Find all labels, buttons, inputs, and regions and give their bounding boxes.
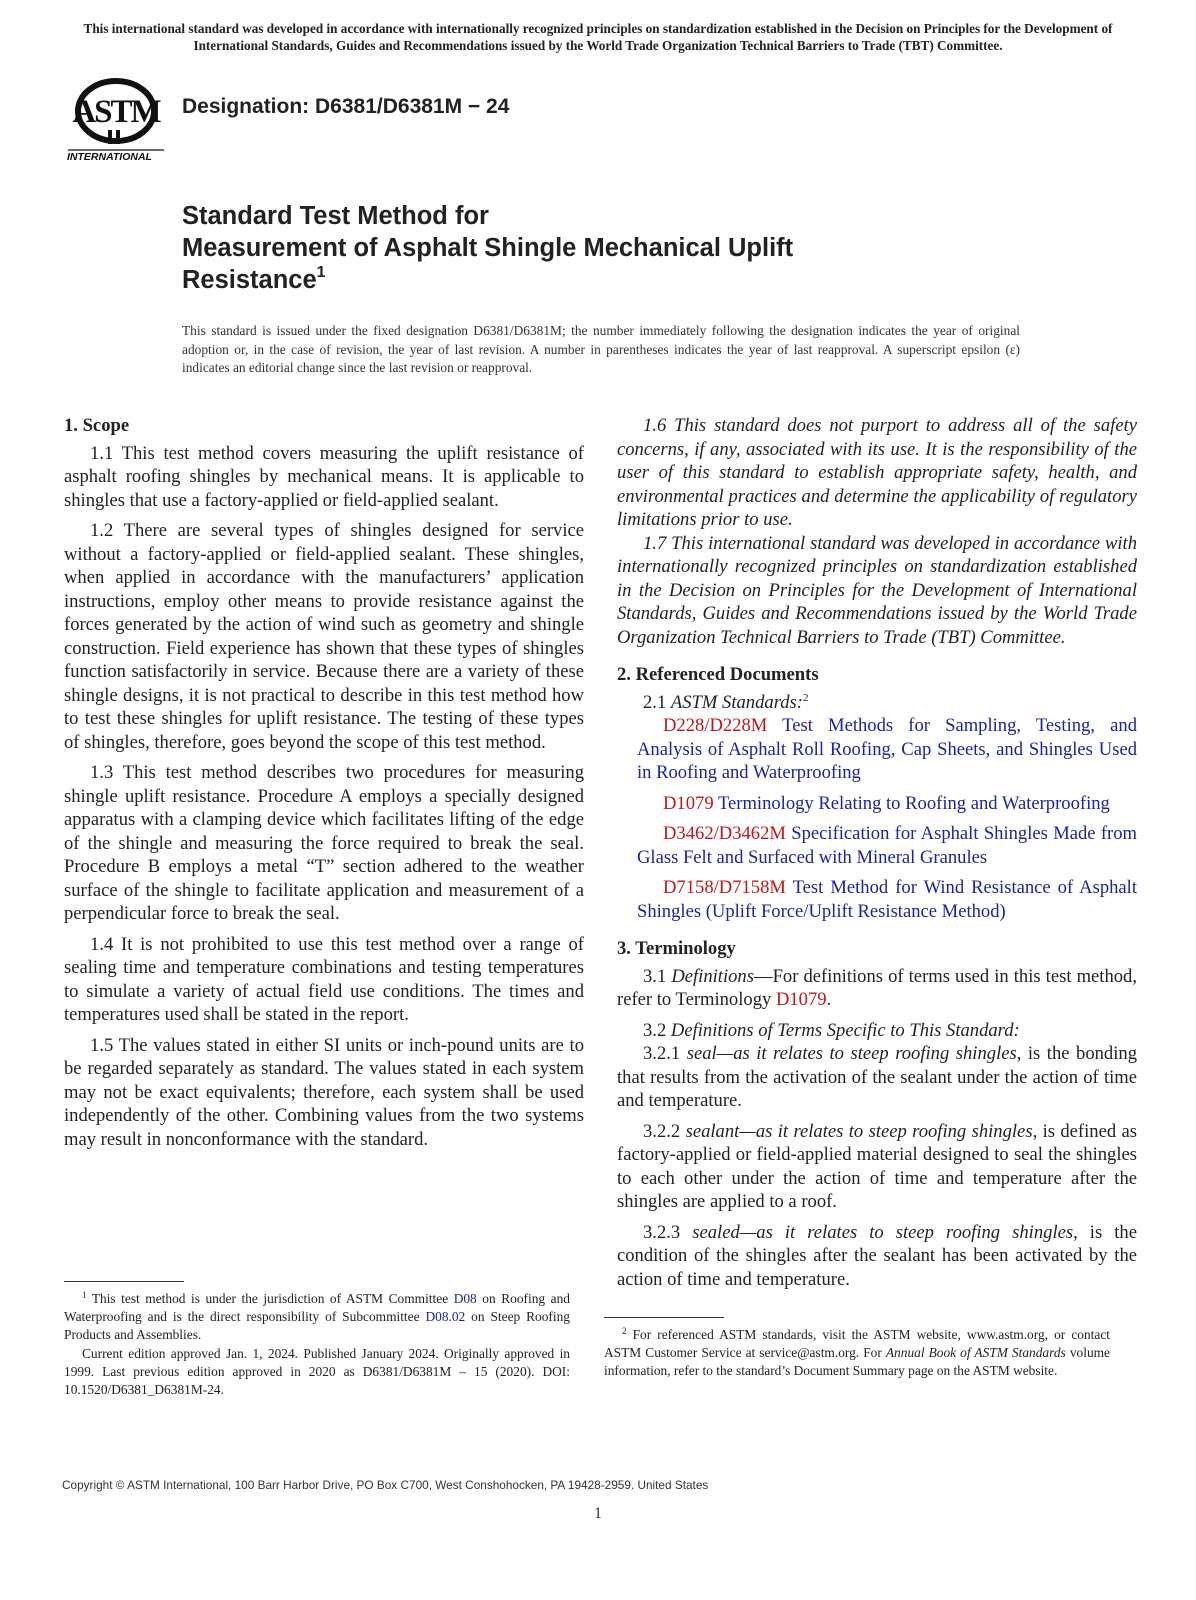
copyright-line: Copyright © ASTM International, 100 Barr Harbor Drive, PO Box C700, West Conshohocken, PA 19428-2959. United States: [62, 1478, 709, 1492]
para-1-5: 1.5 The values stated in either SI units or inch-pound units are to be regarded separately as standard. The values stated in each system may not be exact equivalents; therefore, each system shall be used independently of the other. Combining values from the two systems may result in nonconformance with the standard.: [64, 1034, 584, 1150]
title-footnote-mark: 1: [316, 264, 326, 281]
para-1-1: 1.1 This test method covers measuring the uplift resistance of asphalt roofing shingles by mechanical means. It is applicable to shingles that use a factory-applied or field-applied sealant.: [64, 442, 584, 511]
section-1-heading: 1. Scope: [64, 415, 130, 436]
footnote-2: $^2$ For referenced ASTM standards, visit the ASTM website, www.astm.org, or contact ASTM Customer Service at service@astm.org. For Annual Book of ASTM Standards volume information, refer to the standard’s Document Summary page on the ASTM website.: [604, 1326, 1110, 1379]
footnote-rule-left: [64, 1281, 184, 1282]
link-d08-02[interactable]: D08.02: [425, 1309, 466, 1325]
footnote-rule-right: [604, 1317, 724, 1318]
para-3-2: 3.2 Definitions of Terms Specific to This Standard:: [643, 1019, 1020, 1041]
reference-item[interactable]: [617, 714, 1137, 785]
document-title: [182, 200, 1002, 296]
svg-text:ASTM: ASTM: [72, 94, 160, 130]
para-1-3: 1.3 This test method describes two procedures for measuring shingle uplift resistance. Procedure A employs a specially designed apparatus with a clamping device which facilitates lifting of the edge of the shingle and measuring the force required to break the seal. Procedure B employs a metal “T” section adhered to the weather surface of the shingle to facilitate application and measurement of a perpendicular force to break the seal.: [64, 762, 584, 924]
reference-code[interactable]: D3462/D3462M: [663, 823, 786, 844]
footnote-1-edition: Current edition approved Jan. 1, 2024. Published January 2024. Originally approved in 1999. Last previous edition approved in 2020 as D6381/D6381M – 15 (2020). DOI: 10.1520/D6381_D6381M-24.: [64, 1345, 570, 1398]
title-line-3: Resistance: [182, 266, 317, 294]
designation: Designation: D6381/D6381M − 24: [182, 95, 510, 118]
para-3-2-1: 3.2.1 seal—as it relates to steep roofing shingles, is the bonding that results from the activation of the sealant under the action of time and temperature.: [617, 1043, 1137, 1111]
left-column: [64, 414, 584, 1158]
reference-title[interactable]: Specification for Asphalt Shingles Made from Glass Felt and Surfaced with Mineral Granules: [637, 823, 1137, 868]
right-column: [617, 414, 1137, 1298]
para-1-2: 1.2 There are several types of shingles designed for service without a factory-applied or field-applied sealant. These shingles, when applied in accordance with the manufacturers’ application instructions, employ other means to provide resistance against the forces generated by the action of wind such as geometry and shingle construction. Field experience has shown that these types of shingles function satisfactorily in service. Because there are a variety of these shingle designs, it is not practical to describe in this test method how to test these shingles for uplift resistance. The testing of these types of shingles, therefore, goes beyond the scope of this test method.: [64, 520, 584, 753]
issue-note: This standard is issued under the fixed designation D6381/D6381M; the number immediately following the designation indicates the year of original adoption or, in the case of revision, the year of last revision. A number in parentheses indicates the year of last reapproval. A superscript epsilon (ε) indicates an editorial change since the last revision or reapproval.: [182, 323, 1020, 375]
section-2-heading: 2. Referenced Documents: [617, 664, 819, 685]
astm-logo: [66, 78, 166, 164]
reference-title[interactable]: Test Methods for Sampling, Testing, and Analysis of Asphalt Roll Roofing, Cap Sheets, and Shingles Used in Roofing and Waterproofing: [637, 715, 1137, 783]
reference-code[interactable]: D1079: [663, 792, 714, 814]
title-line-1: Standard Test Method for: [182, 202, 489, 230]
para-1-7: 1.7 This international standard was developed in accordance with internationally recognized principles on standardization established in the Decision on Principles for the Development of International Standards, Guides and Recommendations issued by the World Trade Organization Technical Barriers to Trade (TBT) Committee.: [617, 532, 1137, 648]
title-line-2: Measurement of Asphalt Shingle Mechanical Uplift: [182, 234, 794, 262]
footnote-1: $^1$ This test method is under the jurisdiction of ASTM Committee D08 on Roofing and Waterproofing and is the direct responsibility of Subcommittee D08.02 on Steep Roofing Products and Assemblies. Current edition approved Jan. 1, 2024. Published January 2024. Originally approved in 1999. Last previous edition approved in 2020 as D6381/D6381M – 15 (2020). DOI: 10.1520/D6381_D6381M-24.: [64, 1290, 570, 1399]
section-3-heading: 3. Terminology: [617, 938, 736, 959]
para-3-2-2: 3.2.2 sealant—as it relates to steep roofing shingles, is defined as factory-applied or field-applied material designed to seal the shingles to each other under the action of time and temperature after the shingles are applied to a roof.: [617, 1120, 1137, 1212]
page-number: 1: [594, 1505, 602, 1522]
para-3-2-3: 3.2.3 sealed—as it relates to steep roofing shingles, is the condition of the shingles after the sealant has been activated by the action of time and temperature.: [617, 1221, 1137, 1290]
reference-title[interactable]: Test Method for Wind Resistance of Asphalt Shingles (Uplift Force/Uplift Resistance Method): [637, 877, 1137, 922]
reference-item[interactable]: [617, 876, 1137, 923]
para-1-6: 1.6 This standard does not purport to address all of the safety concerns, if any, associated with its use. It is the responsibility of the user of this standard to establish appropriate safety, health, and environmental practices and determine the applicability of regulatory limitations prior to use.: [617, 415, 1137, 530]
reference-code[interactable]: D7158/D7158M: [663, 877, 786, 898]
reference-title[interactable]: Terminology Relating to Roofing and Waterproofing: [717, 792, 1110, 814]
astm-standards-subheading: 2.1 ASTM Standards:$^2$: [643, 691, 809, 713]
reference-code[interactable]: D228/D228M: [663, 715, 768, 736]
para-1-4: 1.4 It is not prohibited to use this test method over a range of sealing time and temperature combinations and testing temperatures to simulate a variety of actual field use conditions. The times and temperatures used shall be stated in the report.: [64, 933, 584, 1025]
para-3-1: 3.1 Definitions—For definitions of terms used in this test method, refer to Terminology D1079.: [617, 965, 1137, 1010]
top-notice: This international standard was developed in accordance with internationally recognized principles on standardization established in the Decision on Principles for the Development of International Standards, Guides and Recommendations issued by the World Trade Organization Technical Barriers to Trade (TBT) Committee.: [83, 21, 1113, 53]
reference-list: [617, 714, 1137, 923]
link-d08[interactable]: D08: [453, 1291, 477, 1306]
svg-text:INTERNATIONAL: INTERNATIONAL: [67, 151, 152, 163]
reference-item[interactable]: [617, 792, 1137, 816]
link-d1079[interactable]: D1079: [775, 989, 827, 1010]
reference-item[interactable]: [617, 822, 1137, 869]
